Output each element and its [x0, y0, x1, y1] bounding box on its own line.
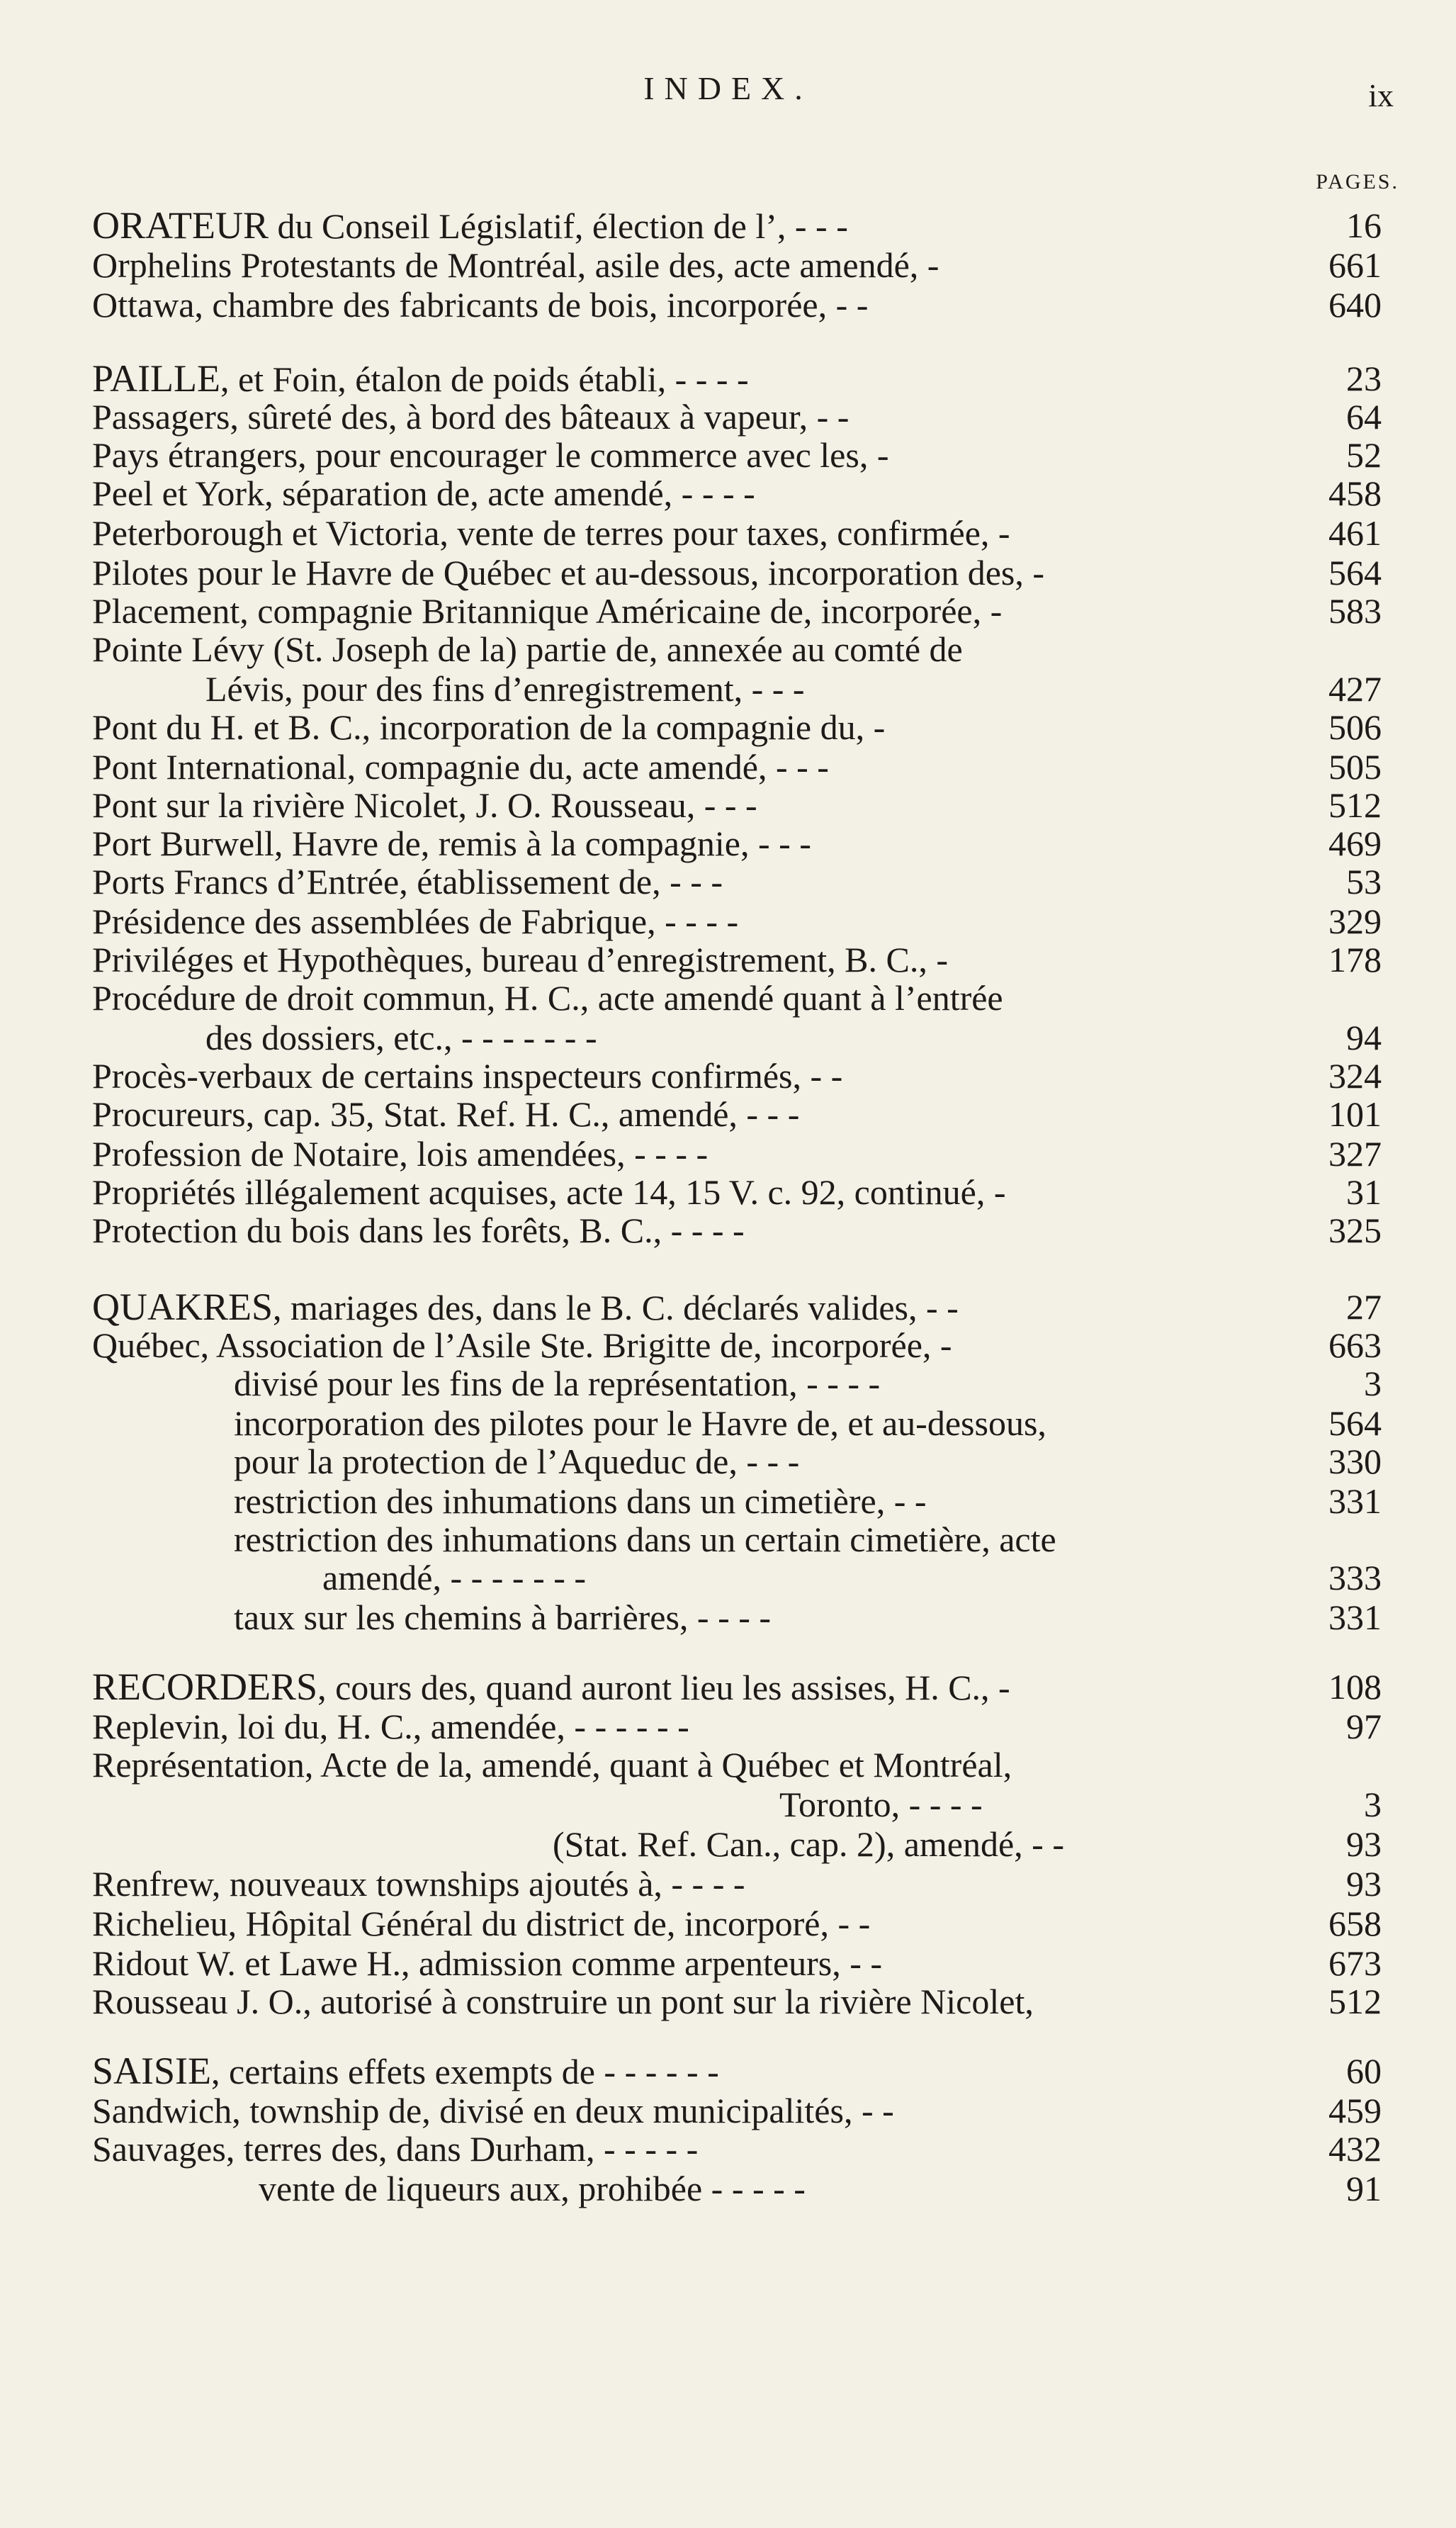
index-entry — [0, 1824, 1456, 1864]
entry-text — [92, 591, 1002, 631]
index-entry — [0, 1094, 1456, 1134]
entry-text — [92, 435, 888, 475]
entry-text — [92, 940, 948, 979]
index-entry — [0, 862, 1456, 901]
entry-text — [234, 1403, 1046, 1443]
entry-page-number: 16 — [1346, 206, 1382, 245]
entry-description: Pont sur la rivière Nicolet, J. O. Rousseau, - - - — [92, 785, 757, 825]
entry-text — [92, 1864, 745, 1904]
entry-lead-word: RECORDERS — [92, 1665, 318, 1708]
entry-page-number: 329 — [1328, 901, 1382, 941]
entry-page-number: 663 — [1328, 1325, 1382, 1365]
entry-page-number: 506 — [1328, 707, 1382, 747]
entry-page-number: 108 — [1328, 1667, 1382, 1707]
entry-description: , mariages des, dans le B. C. déclarés valides, - - — [273, 1288, 959, 1327]
index-entry — [0, 1519, 1456, 1559]
index-entry — [0, 1481, 1456, 1521]
entry-page-number: 94 — [1346, 1018, 1382, 1057]
entry-page-number: 512 — [1328, 785, 1382, 825]
index-entry — [0, 513, 1456, 553]
index-entry — [0, 978, 1456, 1018]
entry-text — [92, 1667, 1010, 1707]
entry-description: Richelieu, Hôpital Général du district de, incorporé, - - — [92, 1904, 871, 1943]
entry-page-number: 564 — [1328, 553, 1382, 592]
entry-description: Placement, compagnie Britannique Américaine de, incorporée, - — [92, 591, 1003, 631]
entry-page-number: 673 — [1328, 1943, 1382, 1983]
entry-page-number: 60 — [1346, 2051, 1382, 2091]
index-entry — [0, 1943, 1456, 1983]
index-entry — [0, 1210, 1456, 1250]
entry-description: Pilotes pour le Havre de Québec et au-dessous, incorporation des, - — [92, 553, 1045, 592]
entry-text — [92, 397, 849, 437]
entry-page-number: 432 — [1328, 2129, 1382, 2169]
entry-text — [92, 824, 811, 863]
index-entry — [0, 2129, 1456, 2169]
entry-page-number: 93 — [1346, 1864, 1382, 1904]
index-entry — [0, 785, 1456, 825]
index-entry — [0, 206, 1456, 245]
entry-page-number: 564 — [1328, 1403, 1382, 1443]
entry-page-number: 3 — [1364, 1364, 1382, 1403]
index-entry — [0, 1018, 1456, 1057]
entry-page-number: 459 — [1328, 2091, 1382, 2130]
entry-description: Représentation, Acte de la, amendé, quant à Québec et Montréal, — [92, 1745, 1012, 1785]
entry-description: divisé pour les fins de la représentation, - - - - — [234, 1364, 881, 1403]
entry-description: taux sur les chemins à barrières, - - - - — [234, 1597, 772, 1637]
entry-description: Port Burwell, Havre de, remis à la compagnie, - - - — [92, 824, 811, 863]
entry-text — [92, 513, 1010, 553]
entry-text — [92, 1707, 689, 1746]
index-entry — [0, 1056, 1456, 1096]
entry-text — [92, 1172, 1005, 1212]
entry-text — [92, 978, 1003, 1018]
entry-description: Priviléges et Hypothèques, bureau d’enregistrement, B. C., - — [92, 940, 949, 979]
entry-description: , cours des, quand auront lieu les assises, H. C., - — [317, 1668, 1010, 1707]
entry-page-number: 101 — [1328, 1094, 1382, 1134]
entry-page-number: 325 — [1328, 1210, 1382, 1250]
entry-description: Sauvages, terres des, dans Durham, - - - - - — [92, 2129, 699, 2169]
entry-text — [92, 862, 723, 901]
entry-text — [92, 1943, 882, 1983]
entry-description: Propriétés illégalement acquises, acte 14, 15 V. c. 92, continué, - — [92, 1172, 1006, 1212]
entry-text — [92, 359, 749, 399]
index-entry — [0, 2169, 1456, 2208]
entry-text — [92, 1094, 799, 1134]
index-entry — [0, 1558, 1456, 1597]
entry-page-number: 461 — [1328, 513, 1382, 553]
entry-text — [92, 553, 1044, 592]
entry-description: Peel et York, séparation de, acte amendé, - - - - — [92, 473, 755, 513]
entry-text — [92, 1210, 745, 1250]
entry-text — [259, 2169, 806, 2208]
entry-page-number: 93 — [1346, 1824, 1382, 1864]
entry-page-number: 27 — [1346, 1287, 1382, 1327]
entry-text — [553, 1824, 1064, 1864]
entry-text — [92, 2051, 719, 2091]
entry-text — [92, 707, 885, 747]
entry-description: Pays étrangers, pour encourager le commerce avec les, - — [92, 435, 889, 475]
entry-page-number: 583 — [1328, 591, 1382, 631]
entry-lead-word: QUAKRES — [92, 1286, 273, 1328]
entry-text — [92, 1325, 952, 1365]
index-entry — [0, 473, 1456, 513]
index-entry — [0, 1597, 1456, 1637]
entry-page-number: 331 — [1328, 1597, 1382, 1637]
index-entry — [0, 1982, 1456, 2021]
index-entry — [0, 901, 1456, 941]
entry-description: Pont du H. et B. C., incorporation de la compagnie du, - — [92, 707, 886, 747]
entry-text — [92, 2129, 698, 2169]
entry-page-number: 661 — [1328, 245, 1382, 285]
entry-text — [92, 206, 848, 246]
index-entry — [0, 1364, 1456, 1403]
entry-lead-word: SAISIE — [92, 2050, 212, 2092]
index-entry — [0, 359, 1456, 398]
entry-page-number: 658 — [1328, 1904, 1382, 1943]
entry-description: Pointe Lévy (St. Joseph de la) partie de, annexée au comté de — [92, 629, 963, 669]
entry-description: restriction des inhumations dans un certain cimetière, acte — [234, 1519, 1056, 1559]
index-entry — [0, 2051, 1456, 2091]
index-entry — [0, 2091, 1456, 2130]
entry-description: incorporation des pilotes pour le Havre de, et au-dessous, — [234, 1403, 1046, 1443]
entry-text — [234, 1519, 1056, 1559]
entry-description: Passagers, sûreté des, à bord des bâteaux à vapeur, - - — [92, 397, 850, 437]
index-entry — [0, 1287, 1456, 1327]
index-entry — [0, 285, 1456, 325]
entry-page-number: 331 — [1328, 1481, 1382, 1521]
entry-text — [92, 473, 755, 513]
entry-description: Sandwich, township de, divisé en deux municipalités, - - — [92, 2091, 894, 2130]
entry-description: Toronto, - - - - — [779, 1785, 983, 1824]
entry-page-number: 333 — [1328, 1558, 1382, 1597]
index-entry — [0, 1172, 1456, 1212]
index-entry — [0, 940, 1456, 979]
index-entry — [0, 669, 1456, 709]
entry-description: Lévis, pour des fins d’enregistrement, - - - — [205, 669, 805, 709]
entry-text — [234, 1364, 880, 1403]
entry-description: Protection du bois dans les forêts, B. C., - - - - — [92, 1210, 745, 1250]
entry-description: Procédure de droit commun, H. C., acte amendé quant à l’entrée — [92, 978, 1003, 1018]
entry-page-number: 178 — [1328, 940, 1382, 979]
entry-page-number: 469 — [1328, 824, 1382, 863]
index-entry — [0, 591, 1456, 631]
page-number: ix — [1368, 77, 1394, 113]
index-entry — [0, 1134, 1456, 1174]
entry-text — [92, 1745, 1012, 1785]
entry-page-number: 640 — [1328, 285, 1382, 325]
entry-text — [92, 1056, 842, 1096]
entry-description: (Stat. Ref. Can., cap. 2), amendé, - - — [553, 1824, 1064, 1864]
entry-description: Renfrew, nouveaux townships ajoutés à, - - - - — [92, 1864, 745, 1904]
index-entry — [0, 747, 1456, 787]
entry-description: Présidence des assemblées de Fabrique, - - - - — [92, 901, 739, 941]
entry-page-number: 505 — [1328, 747, 1382, 787]
entry-text — [92, 1287, 959, 1327]
entry-text — [234, 1442, 799, 1481]
entry-description: , et Foin, étalon de poids établi, - - - - — [220, 359, 749, 399]
index-entry — [0, 629, 1456, 669]
index-entry — [0, 435, 1456, 475]
entry-description: vente de liqueurs aux, prohibée - - - - - — [259, 2169, 806, 2208]
index-entry — [0, 707, 1456, 747]
entry-text — [92, 245, 939, 285]
entry-page-number: 458 — [1328, 473, 1382, 513]
entry-page-number: 31 — [1346, 1172, 1382, 1212]
entry-page-number: 3 — [1364, 1785, 1382, 1824]
entry-description: du Conseil Législatif, élection de l’, - - - — [269, 206, 848, 246]
entry-description: Profession de Notaire, lois amendées, - - - - — [92, 1134, 709, 1174]
entry-description: Rousseau J. O., autorisé à construire un pont sur la rivière Nicolet, — [92, 1982, 1034, 2021]
index-entry — [0, 1403, 1456, 1443]
entry-text — [92, 747, 829, 787]
entry-text — [322, 1558, 586, 1597]
entry-page-number: 23 — [1346, 359, 1382, 398]
index-entry — [0, 1325, 1456, 1365]
entry-text — [234, 1481, 927, 1521]
entry-description: amendé, - - - - - - - — [322, 1558, 587, 1597]
index-entry — [0, 824, 1456, 863]
index-entry — [0, 1442, 1456, 1481]
entry-text — [92, 1904, 870, 1943]
entry-page-number: 91 — [1346, 2169, 1382, 2208]
entry-description: Peterborough et Victoria, vente de terres pour taxes, confirmée, - — [92, 513, 1010, 553]
index-entry — [0, 1904, 1456, 1943]
entry-page-number: 97 — [1346, 1707, 1382, 1746]
entry-page-number: 330 — [1328, 1442, 1382, 1481]
entry-description: Pont International, compagnie du, acte amendé, - - - — [92, 747, 829, 787]
entry-description: Orphelins Protestants de Montréal, asile des, acte amendé, - — [92, 245, 939, 285]
index-entry — [0, 1745, 1456, 1785]
entry-lead-word: ORATEUR — [92, 204, 269, 247]
entry-page-number: 327 — [1328, 1134, 1382, 1174]
index-entry — [0, 1707, 1456, 1746]
entry-page-number: 427 — [1328, 669, 1382, 709]
entry-description: pour la protection de l’Aqueduc de, - - - — [234, 1442, 800, 1481]
index-entry — [0, 1785, 1456, 1824]
entry-text — [92, 785, 757, 825]
entry-description: Québec, Association de l’Asile Ste. Brigitte de, incorporée, - — [92, 1325, 952, 1365]
entry-lead-word: PAILLE — [92, 357, 221, 400]
index-entry — [0, 245, 1456, 285]
entry-page-number: 512 — [1328, 1982, 1382, 2021]
entry-text — [205, 669, 805, 709]
entry-description: Ridout W. et Lawe H., admission comme arpenteurs, - - — [92, 1943, 883, 1983]
entry-description: Ottawa, chambre des fabricants de bois, incorporée, - - — [92, 285, 869, 325]
entry-text — [779, 1785, 983, 1824]
entry-text — [92, 2091, 894, 2130]
page-title: INDEX. — [643, 70, 813, 106]
entry-text — [205, 1018, 597, 1057]
entry-description: Replevin, loi du, H. C., amendée, - - - - - - — [92, 1707, 689, 1746]
index-entry — [0, 397, 1456, 437]
pages-column-label: PAGES. — [1316, 170, 1399, 193]
entry-description: , certains effets exempts de - - - - - - — [211, 2052, 719, 2091]
entry-text — [92, 285, 868, 325]
entry-description: Procès-verbaux de certains inspecteurs confirmés, - - — [92, 1056, 843, 1096]
index-entry — [0, 553, 1456, 592]
entry-page-number: 53 — [1346, 862, 1382, 901]
entry-text — [92, 629, 963, 669]
entry-description: des dossiers, etc., - - - - - - - — [205, 1018, 597, 1057]
entry-text — [92, 1134, 708, 1174]
entry-description: Ports Francs d’Entrée, établissement de, - - - — [92, 862, 723, 901]
entry-text — [92, 901, 738, 941]
index-entry — [0, 1667, 1456, 1707]
entry-page-number: 52 — [1346, 435, 1382, 475]
entry-text — [234, 1597, 771, 1637]
entry-page-number: 324 — [1328, 1056, 1382, 1096]
entry-description: Procureurs, cap. 35, Stat. Ref. H. C., amendé, - - - — [92, 1094, 800, 1134]
entry-page-number: 64 — [1346, 397, 1382, 437]
entry-description: restriction des inhumations dans un cimetière, - - — [234, 1481, 927, 1521]
index-entry — [0, 1864, 1456, 1904]
entry-text — [92, 1982, 1034, 2021]
